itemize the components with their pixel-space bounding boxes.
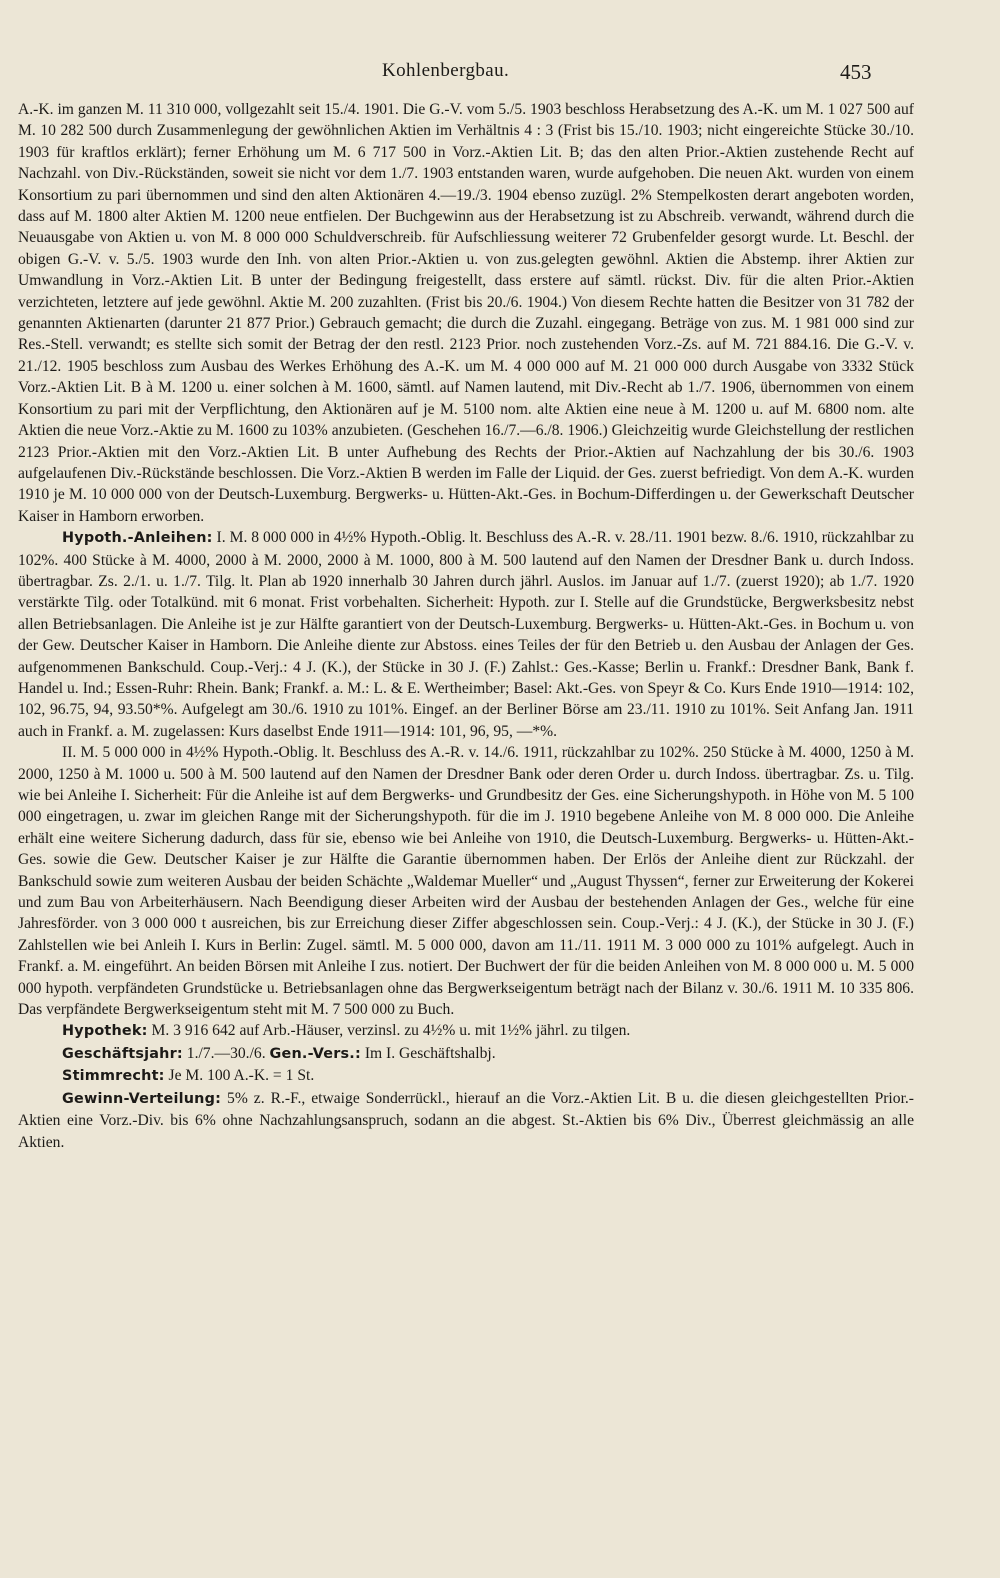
paragraph-text: II. M. 5 000 000 in 4½% Hypoth.-Oblig. lt. Beschluss des A.-R. v. 14./6. 1911, rückzahlbar zu 102%. 250 Stücke à M. 4000, 1250 à M. 2000, 1250 à M. 1000 u. 500 à M. 500 lautend auf den Namen der Dresdner Bank oder deren Order u. durch Indoss. übertragbar. Zs. u. Tilg. wie bei Anleihe I. Sicherheit: Für die Anleihe ist auf dem Bergwerks- und Grundbesitz der Ges. eine Sicherungshypoth. in Höhe von M. 5 100 000 eingetragen, u. zwar im gleichen Range mit der Sicherungshypoth. für die im J. 1910 begebene Anleihe von M. 8 000 000. Die Anleihe erhält eine weitere Sicherung dadurch, dass für sie, ebenso wie bei Anleihe von 1910, die Deutsch-Luxemburg. Bergwerks- u. Hütten-Akt.-Ges. sowie die Gew. Deutscher Kaiser je zur Hälfte die Garantie übernommen haben. Der Erlös der Anleihe dient zur Rückzahl. der Bankschuld sowie zum weiteren Ausbau der beiden Schächte „Waldemar Mueller“ und „August Thyssen“, ferner zur Erweiterung der Kokerei und zum Bau von Arbeiterhäusern. Nach Beendigung dieser Arbeiten wird der Ausbau der bestehenden Anlagen der Ges., welche für eine Jahresförder. von 3 000 000 t ausreichen, bis zur Erreichung dieser Ziffer abgeschlossen sein. Coup.-Verj.: 4 J. (K.), der Stücke in 30 J. (F.) Zahlstellen wie bei Anleih I. Kurs in Berlin: Zugel. sämtl. M. 5 000 000, davon am 11./11. 1911 M. 3 000 000 zu 101% aufgelegt. Auch in Frankf. a. M. eingeführt. An beiden Börsen mit Anleihe I zus. notiert. Der Buchwert der für die beiden Anleihen von M. 8 000 000 u. M. 5 000 000 hypoth. verpfändeten Grundstücke u. Betriebsanlagen ohne das Bergwerkseigentum beträgt nach der Bilanz v. 30./6. 1911 M. 10 335 806. Das verpfändete Bergwerkseigentum steht mit M. 7 500 000 zu Buch. [18,744,914,1019]
paragraph-loan-two [18,742,914,1020]
paragraph-text: M. 3 916 642 auf Arb.-Häuser, verzinsl. zu 4½% u. mit 1½% jährl. zu tilgen. [147,1022,631,1040]
body-text [18,99,914,1153]
section-label: Geschäftsjahr: [62,1045,183,1062]
section-label: Hypothek: [62,1023,148,1040]
paragraph-mortgage-loans [18,527,914,742]
paragraph-fiscal-year [18,1043,914,1065]
page-header [0,52,1000,86]
section-label: Gen.-Vers.: [269,1045,361,1062]
running-title: Kohlenbergbau. [382,60,510,81]
paragraph-text: Je M. 100 A.-K. = 1 St. [164,1067,315,1085]
section-label: Gewinn-Verteilung: [62,1090,222,1107]
section-label: Stimmrecht: [62,1068,165,1085]
paragraph-capital [18,99,914,527]
section-label: Hypoth.-Anleihen: [62,530,213,547]
paragraph-text: 5% z. R.-F., etwaige Sonderrückl., hierauf an die Vorz.-Aktien Lit. B u. die diesen gleichgestellten Prior.-Aktien eine Vorz.-Div. bis 6% ohne Nachzahlungsanspruch, sodann an die abgest. St.-Aktien bis 6% Div., Überrest gleichmässig an alle Aktien. [18,1089,914,1151]
paragraph-text: A.-K. im ganzen M. 11 310 000, vollgezahlt seit 15./4. 1901. Die G.-V. vom 5./5. 1903 beschloss Herabsetzung des A.-K. um M. 1 027 500 auf M. 10 282 500 durch Zusammenlegung der gewöhnlichen Aktien im Verhältnis 4 : 3 (Frist bis 15./10. 1903; nicht eingereichte Stücke 30./10. 1903 für kraftlos erklärt); ferner Erhöhung um M. 6 717 500 in Vorz.-Aktien Lit. B; das den alten Prior.-Aktien zustehende Recht auf Nachzahl. von Div.-Rückständen, soweit sie nicht vor dem 1./7. 1903 entstanden waren, wurde aufgehoben. Die neuen Akt. wurden von einem Konsortium zu pari übernommen und sind den alten Aktionären 4.—19./3. 1904 ebenso zuzügl. 2% Stempelkosten derart angeboten worden, dass auf M. 1800 alter Aktien M. 1200 neue entfielen. Der Buchgewinn aus der Herabsetzung ist zu Abschreib. verwandt, während durch die Neuausgabe von Aktien u. von M. 8 000 000 Schuldverschreib. für Aufschliessung weiterer 72 Grubenfelder gesorgt wurde. Lt. Beschl. der obigen G.-V. v. 5./5. 1903 wurde den Inh. von alten Prior.-Aktien u. von zus.gelegten gewöhnl. Aktien die Abstemp. ihrer Aktien zur Umwandlung in Vorz.-Aktien Lit. B unter der Bedingung freigestellt, dass erstere auf sämtl. rückst. Div. für die alten Prior.-Aktien verzichteten, letztere auf jede gewöhnl. Aktie M. 200 zuzahlten. (Frist bis 20./6. 1904.) Von diesem Rechte hatten die Besitzer von 31 782 der genannten Aktienarten (darunter 21 877 Prior.) Gebrauch gemacht; die durch die Zuzahl. eingegang. Beträge von zus. M. 1 981 000 sind zur Res.-Stell. verwandt; es stellte sich somit der Betrag der den restl. 2123 Prior. noch zustehenden Vorz.-Zs. auf M. 721 884.16. Die G.-V. v. 21./12. 1905 beschloss zum Ausbau des Werkes Erhöhung des A.-K. um M. 4 000 000 auf M. 21 000 000 durch Ausgabe von 3332 Stück Vorz.-Aktien Lit. B à M. 1200 u. einer solchen à M. 1600, sämtl. auf Namen lautend, mit Div.-Recht ab 1./7. 1906, übernommen von einem Konsortium zu pari mit der Verpflichtung, den Aktionären auf je M. 5100 nom. alte Aktien eine neue à M. 1200 u. auf M. 6800 nom. alte Aktien die neue Vorz.-Aktie zu M. 1600 zu 103% anzubieten. (Geschehen 16./7.—6./8. 1906.) Gleichzeitig wurde Gleichstellung der restlichen 2123 Prior.-Aktien mit den Vorz.-Aktien Lit. B unter Aufhebung des Rechts der Prior.-Aktien auf Nachzahlung der bis 30./6. 1903 aufgelaufenen Div.-Rückstände beschlossen. Die Vorz.-Aktien B werden im Falle der Liquid. der Ges. zuerst befriedigt. Von dem A.-K. wurden 1910 je M. 10 000 000 von der Deutsch-Luxemburg. Bergwerks- u. Hütten-Akt.-Ges. in Bochum-Differdingen u. der Gewerkschaft Deutscher Kaiser in Hamborn erworben. [18,101,914,525]
paragraph-voting-right [18,1065,914,1087]
paragraph-text: Im I. Geschäftshalbj. [360,1044,496,1062]
page-number: 453 [840,60,872,84]
paragraph-text: 1./7.—30./6. [182,1044,270,1062]
paragraph-mortgage [18,1020,914,1042]
paragraph-profit-distribution [18,1088,914,1153]
paragraph-text: I. M. 8 000 000 in 4½% Hypoth.-Oblig. lt. Beschluss des A.-R. v. 28./11. 1901 bezw. 8./6. 1910, rückzahlbar zu 102%. 400 Stücke à M. 4000, 2000 à M. 2000, 2000 à M. 1000, 800 à M. 500 lautend auf den Namen der Dresdner Bank u. durch Indoss. übertragbar. Zs. 2./1. u. 1./7. Tilg. lt. Plan ab 1920 innerhalb 30 Jahren durch jährl. Auslos. im Januar auf 1./7. (zuerst 1920); ab 1./7. 1920 verstärkte Tilg. oder Totalkünd. mit 6 monat. Frist vorbehalten. Sicherheit: Hypoth. zur I. Stelle auf die Grundstücke, Bergwerksbesitz nebst allen Betriebsanlagen. Die Anleihe ist je zur Hälfte garantiert von der Deutsch-Luxemburg. Bergwerks- u. Hütten-Akt.-Ges. in Bochum u. von der Gew. Deutscher Kaiser in Hamborn. Die Anleihe diente zur Abstoss. eines Teiles der für den Betrieb u. den Ausbau der Anlagen der Ges. aufgenommenen Bankschuld. Coup.-Verj.: 4 J. (K.), der Stücke in 30 J. (F.) Zahlst.: Ges.-Kasse; Berlin u. Frankf.: Dresdner Bank, Bank f. Handel u. Ind.; Essen-Ruhr: Rhein. Bank; Frankf. a. M.: L. & E. Wertheimber; Basel: Akt.-Ges. von Speyr & Co. Kurs Ende 1910—1914: 102, 102, 96.75, 94, 93.50*%. Aufgelegt am 30./6. 1910 zu 101%. Eingef. an der Berliner Börse am 23./11. 1910 zu 101%. Seit Anfang Jan. 1911 auch in Frankf. a. M. zugelassen: Kurs daselbst Ende 1911—1914: 101, 96, 95, —*%. [18,529,914,740]
